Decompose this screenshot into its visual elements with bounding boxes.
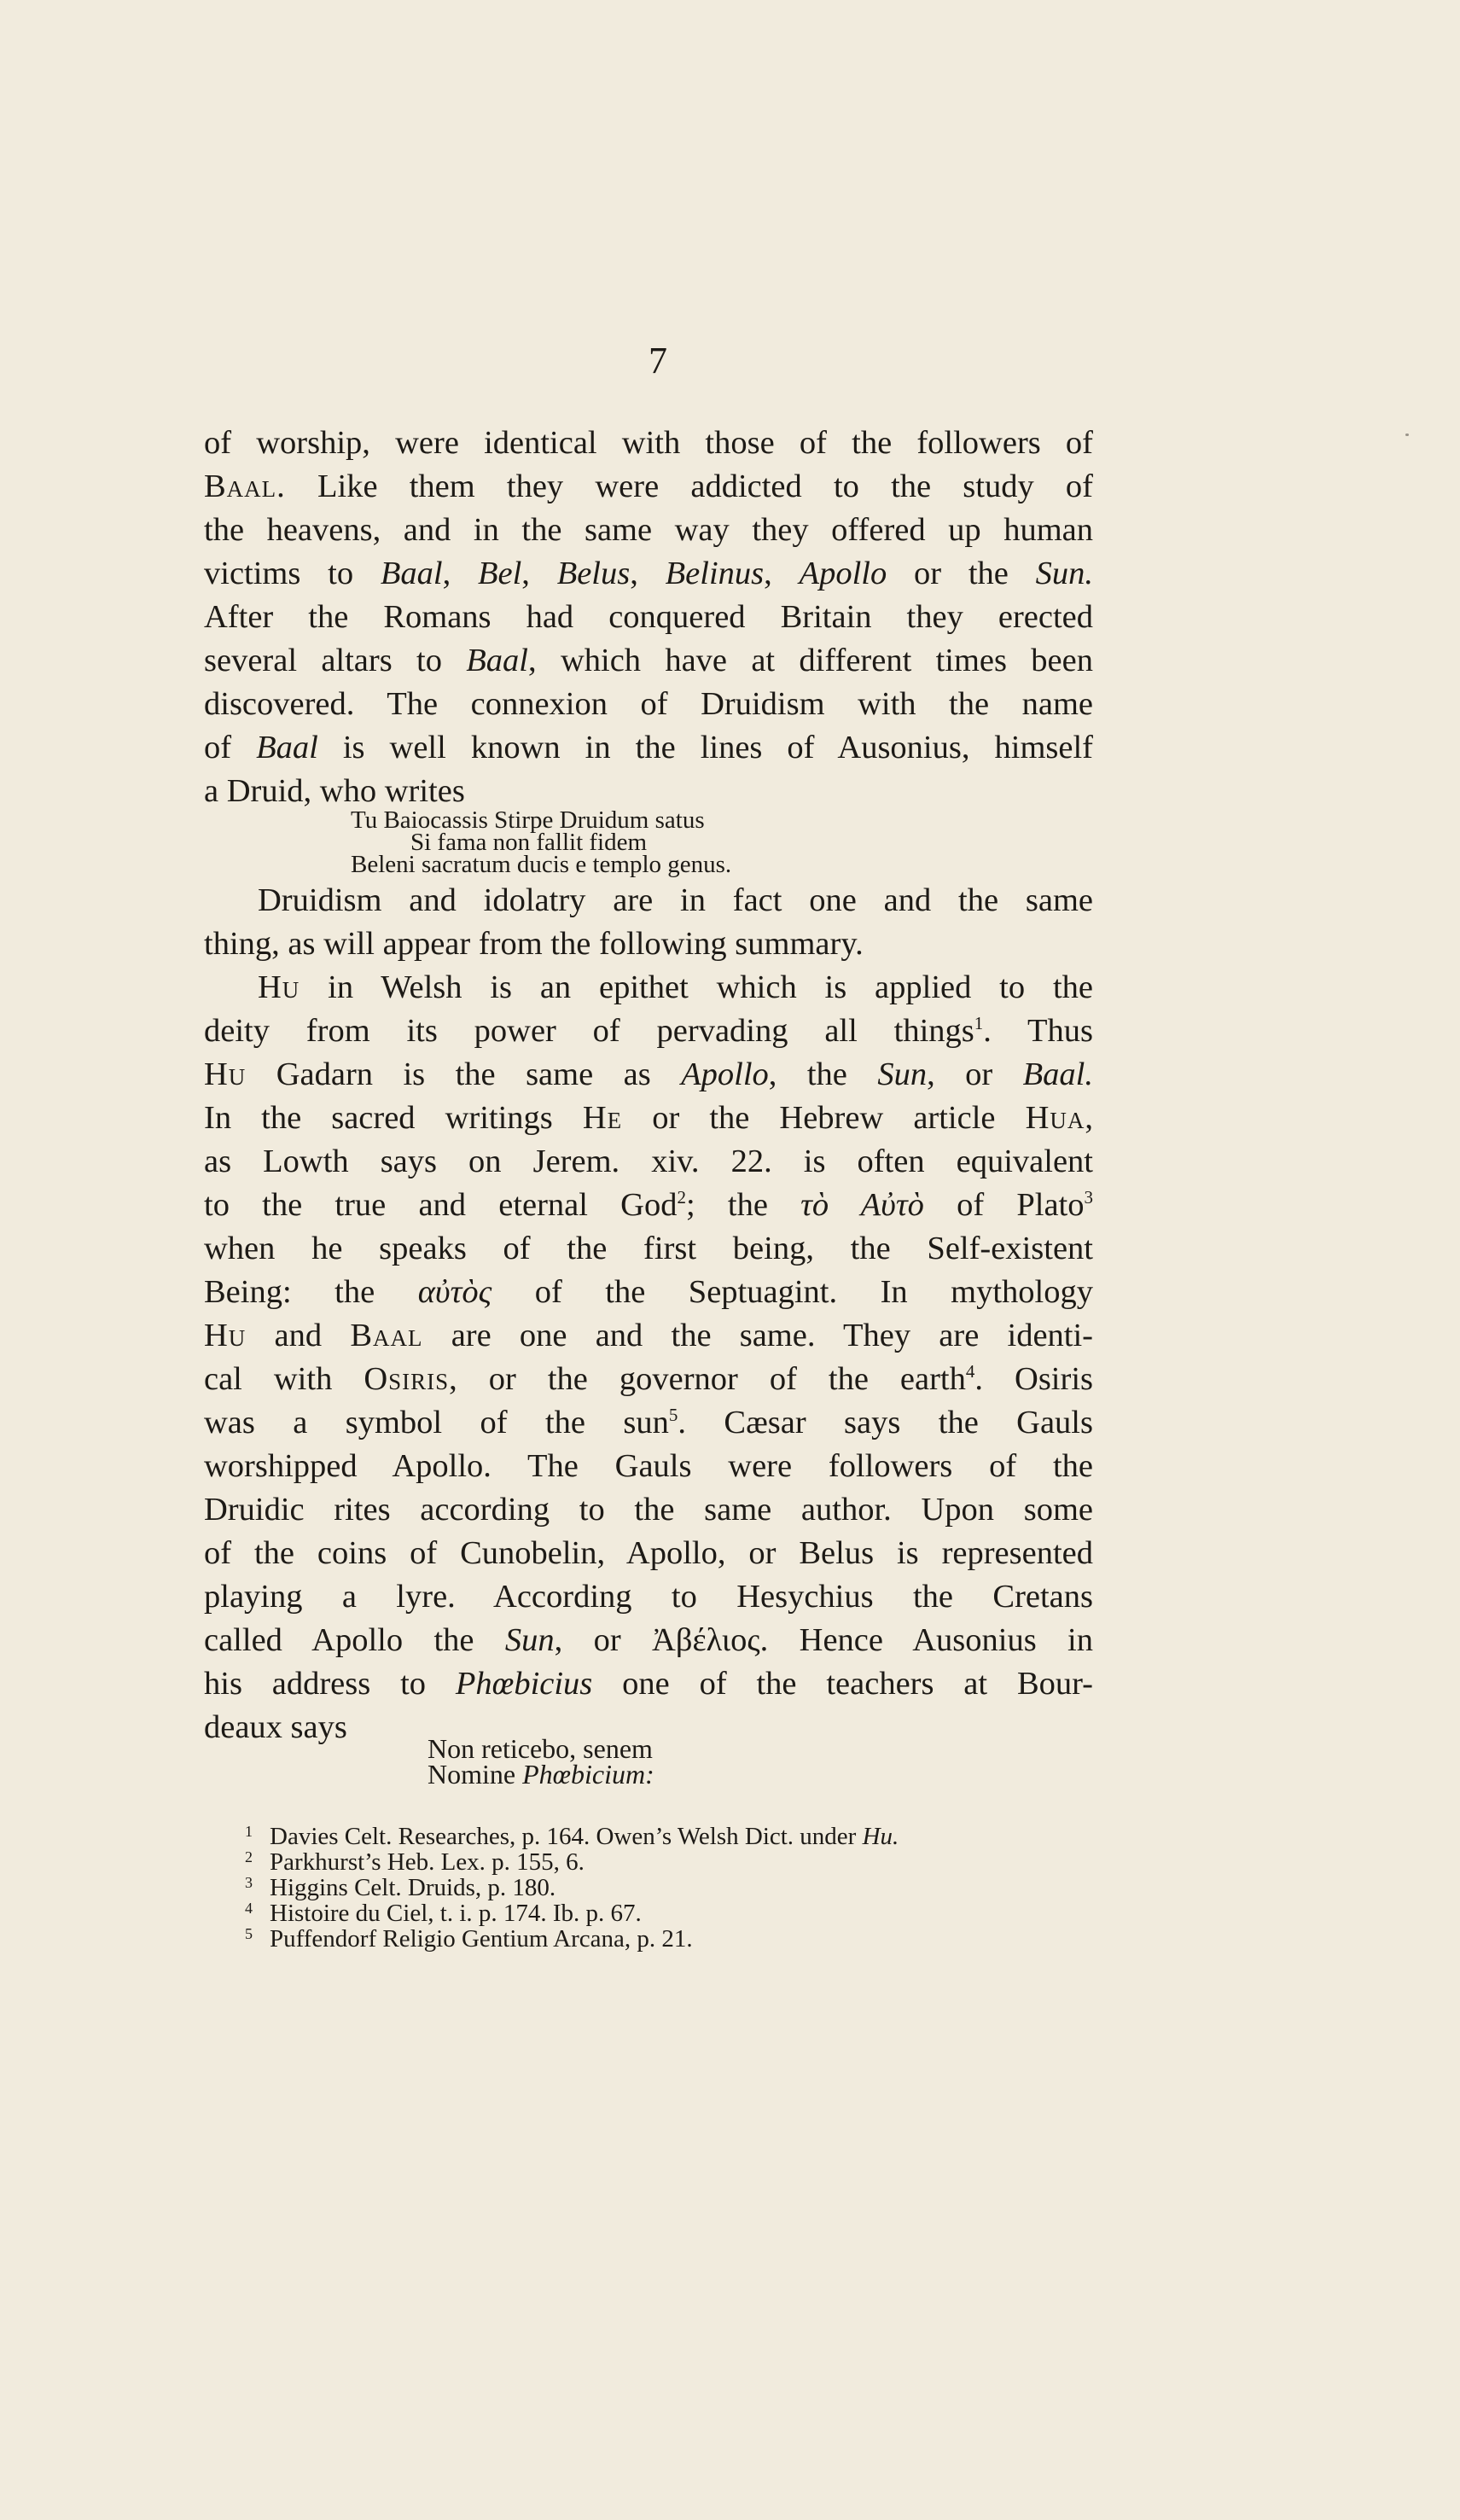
- footnote-number: 4: [245, 1900, 253, 1917]
- verse-line: Beleni sacratum ducis e templo genus.: [351, 851, 732, 878]
- footnote-italic-text: Hu.: [862, 1823, 899, 1850]
- footnotes: [245, 1819, 1184, 1953]
- paper-speck: [1405, 434, 1409, 436]
- text-line: Hu Gadarn is the same as Apollo, the Sun, or Baal.: [204, 1056, 1093, 1092]
- text-line: deaux says: [204, 1709, 347, 1745]
- text-line: In the sacred writings He or the Hebrew article Hua,: [204, 1100, 1093, 1136]
- body-text: [204, 422, 1094, 1790]
- text-line: After the Romans had conquered Britain they erected: [204, 599, 1093, 635]
- text-line: as Lowth says on Jerem. xiv. 22. is often equivalent: [204, 1144, 1093, 1179]
- page-number: 7: [649, 340, 667, 381]
- footnote-text: Higgins Celt. Druids, p. 180.: [270, 1874, 556, 1901]
- text-line: a Druid, who writes: [204, 773, 465, 809]
- footnote-text: Parkhurst’s Heb. Lex. p. 155, 6.: [270, 1848, 585, 1876]
- text-line: cal with Osiris, or the governor of the earth$^4$. Osiris: [204, 1361, 1093, 1397]
- verse-line: Nomine Phœbicium:: [428, 1759, 654, 1790]
- footnote-number: 3: [245, 1874, 253, 1891]
- text-line: Hu in Welsh is an epithet which is applied to the: [258, 969, 1093, 1005]
- footnote: [245, 1895, 1184, 1927]
- footnote-number: 2: [245, 1848, 253, 1865]
- text-line: worshipped Apollo. The Gauls were followers of the: [204, 1448, 1093, 1484]
- text-line: Druidic rites according to the same author. Upon some: [204, 1492, 1093, 1528]
- verse-line: Tu Baiocassis Stirpe Druidum satus: [351, 806, 705, 834]
- footnote: [245, 1870, 1184, 1901]
- footnote-number: 1: [245, 1823, 253, 1840]
- text-line: victims to Baal, Bel, Belus, Belinus, Apollo or the Sun.: [204, 556, 1094, 591]
- text-line: several altars to Baal, which have at different times been: [204, 643, 1093, 678]
- text-line: Druidism and idolatry are in fact one and the same: [258, 882, 1093, 918]
- verse-line: Si fama non fallit fidem: [410, 829, 648, 856]
- footnote-text: Davies Celt. Researches, p. 164. Owen’s Welsh Dict. under: [270, 1823, 863, 1850]
- text-line: Baal. Like them they were addicted to the study of: [204, 468, 1093, 504]
- text-line: thing, as will appear from the following summary.: [204, 926, 864, 962]
- footnote-number: 5: [245, 1925, 253, 1942]
- text-line: called Apollo the Sun, or Ἀβέλιος. Hence Ausonius in: [204, 1622, 1093, 1658]
- text-line: when he speaks of the first being, the Self-existent: [204, 1231, 1093, 1266]
- text-line: playing a lyre. According to Hesychius the Cretans: [204, 1579, 1093, 1615]
- footnote-text: Histoire du Ciel, t. i. p. 174. Ib. p. 67.: [270, 1900, 642, 1927]
- text-line: his address to Phœbicius one of the teachers at Bour-: [204, 1666, 1093, 1702]
- text-line: the heavens, and in the same way they offered up human: [204, 512, 1093, 548]
- footnote: [245, 1921, 1184, 1953]
- text-line: of worship, were identical with those of the followers of: [204, 425, 1093, 461]
- text-line: was a symbol of the sun$^5$. Cæsar says the Gauls: [204, 1405, 1093, 1440]
- text-line: discovered. The connexion of Druidism with the name: [204, 686, 1093, 722]
- footnote-text: Puffendorf Religio Gentium Arcana, p. 21.: [270, 1925, 693, 1953]
- text-line: deity from its power of pervading all things$^1$. Thus: [204, 1013, 1093, 1049]
- text-line: Hu and Baal are one and the same. They are identi-: [204, 1318, 1093, 1353]
- verse-line: Non reticebo, senem: [428, 1733, 653, 1764]
- text-line: to the true and eternal God$^2$; the τὸ Αὐτὸ of Plato$^3$: [204, 1187, 1093, 1223]
- text-line: Being: the αὐτὸς of the Septuagint. In mythology: [204, 1274, 1093, 1310]
- verse-quotation: [204, 806, 1093, 878]
- text-line: of Baal is well known in the lines of Ausonius, himself: [204, 730, 1093, 765]
- text-line: of the coins of Cunobelin, Apollo, or Belus is represented: [204, 1535, 1093, 1571]
- footnote: [245, 1819, 1184, 1850]
